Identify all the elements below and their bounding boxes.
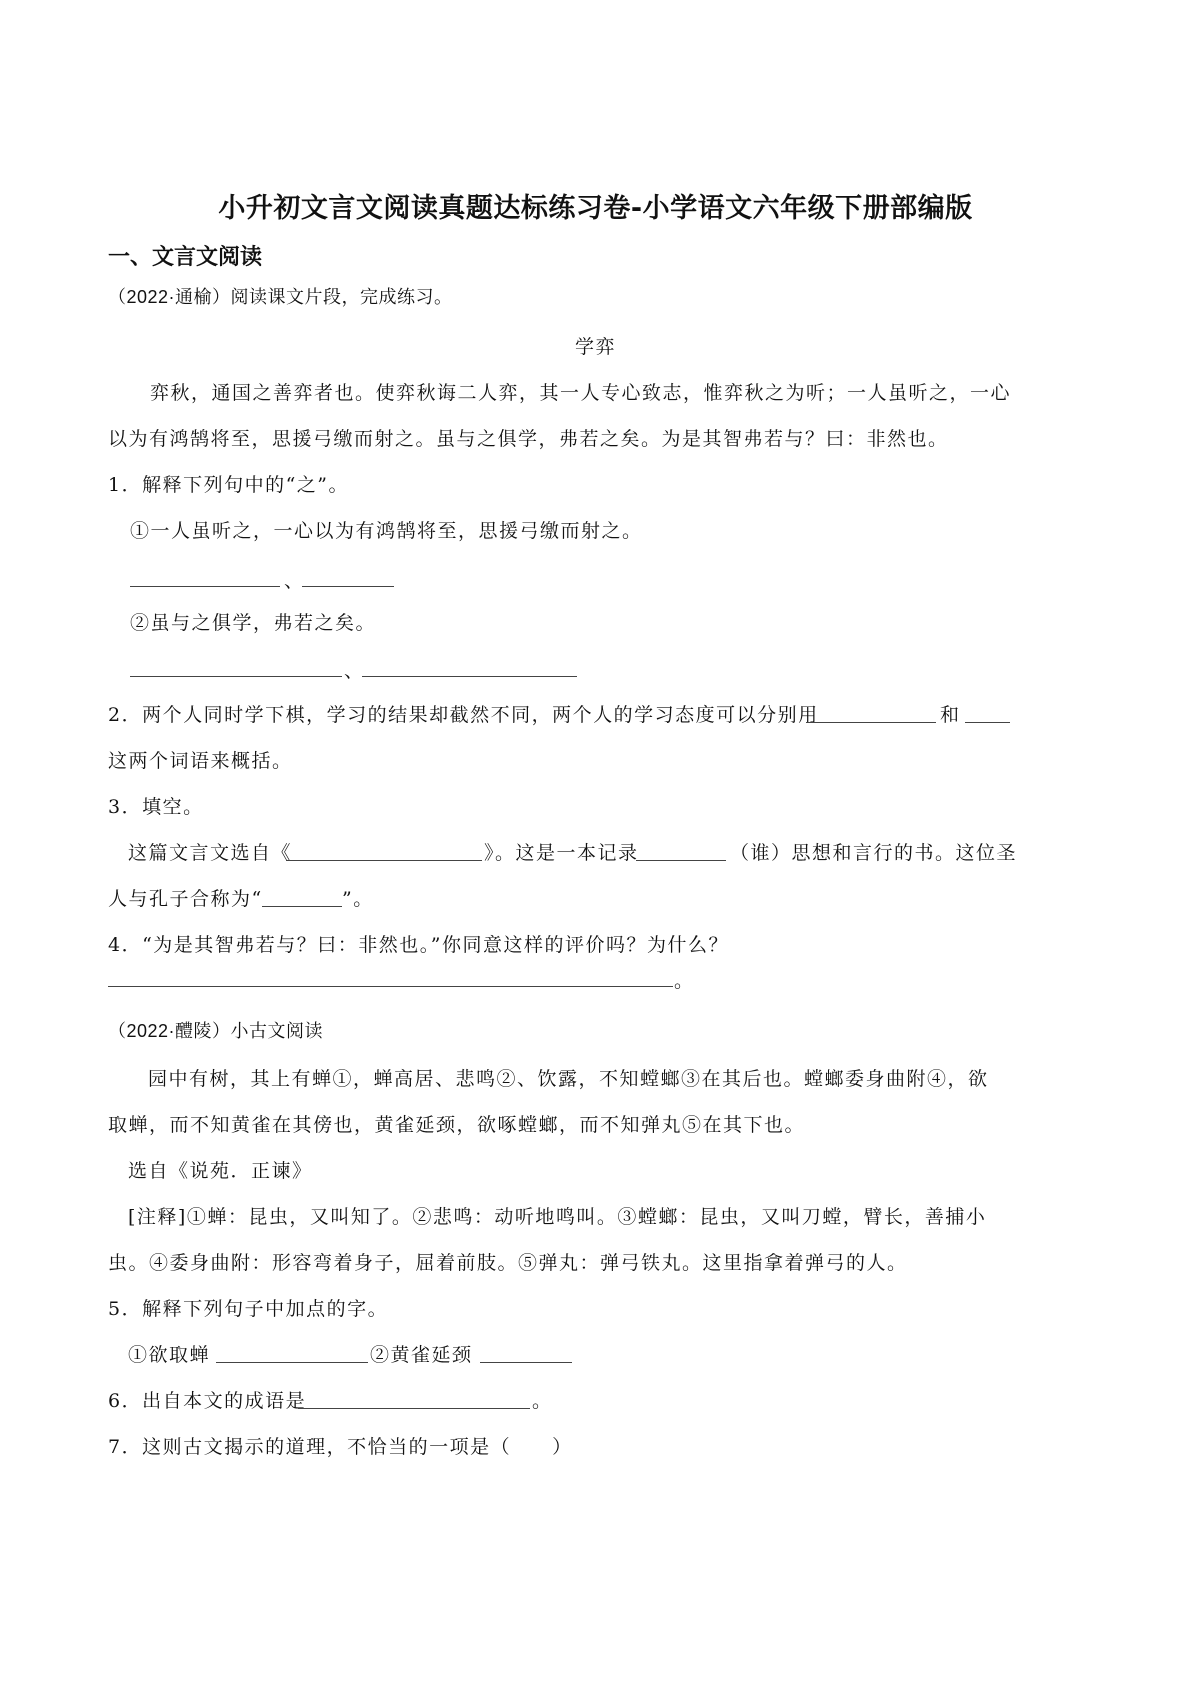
passage2-notes: [注释]①蝉：昆虫，又叫知了。②悲鸣：动听地鸣叫。③螳螂：昆虫，又叫刀螳，臂长，善捕小 xyxy=(128,1206,987,1228)
period: 。 xyxy=(674,970,695,992)
question-number: 7． xyxy=(108,1436,143,1458)
question-3-fill-c: （谁）思想和言行的书。这位圣 xyxy=(730,842,1018,864)
answer-blank[interactable] xyxy=(302,586,394,587)
document-title: 小升初文言文阅读真题达标练习卷-小学语文六年级下册部编版 xyxy=(218,193,973,224)
passage1-line: 以为有鸿鹄将至，思援弓缴而射之。虽与之俱学，弗若之矣。为是其智弗若与？曰：非然也。 xyxy=(108,428,949,450)
question-7 xyxy=(108,1432,573,1459)
passage2-source xyxy=(108,1017,323,1043)
passage2-line: 园中有树，其上有蝉①，蝉高居、悲鸣②、饮露，不知螳螂③在其后也。螳螂委身曲附④，欲 xyxy=(148,1068,989,1090)
answer-blank[interactable] xyxy=(130,586,280,587)
question-number: 4． xyxy=(108,934,143,956)
question-text: 解释下列句子中加点的字。 xyxy=(142,1298,389,1320)
period: 。 xyxy=(532,1390,553,1412)
question-3-fill-e: ”。 xyxy=(342,888,374,910)
passage2-source-year: （2022·醴陵） xyxy=(108,1021,231,1041)
question-text: 这则古文揭示的道理，不恰当的一项是（ ） xyxy=(142,1436,573,1458)
separator: 、 xyxy=(344,660,365,682)
question-text: 填空。 xyxy=(142,796,204,818)
question-2 xyxy=(108,700,819,727)
passage1-line: 弈秋，通国之善弈者也。使弈秋诲二人弈，其一人专心致志，惟弈秋之为听；一人虽听之，一心 xyxy=(150,382,1012,404)
answer-blank[interactable] xyxy=(480,1362,572,1363)
question-number: 5． xyxy=(108,1298,143,1320)
passage1-heading: 学弈 xyxy=(574,336,616,358)
question-1-sub2: ②虽与之俱学，弗若之矣。 xyxy=(130,612,377,634)
question-3-fill-a: 这篇文言文选自《 xyxy=(128,842,293,864)
and-text: 和 xyxy=(940,704,961,726)
answer-blank[interactable] xyxy=(262,906,342,907)
question-1 xyxy=(108,470,349,497)
question-6 xyxy=(108,1386,306,1413)
separator: 、 xyxy=(284,570,305,592)
passage2-notes: 虫。④委身曲附：形容弯着身子，屈着前肢。⑤弹丸：弹弓铁丸。这里指拿着弹弓的人。 xyxy=(108,1252,908,1274)
answer-blank[interactable] xyxy=(965,722,1010,723)
question-text: “为是其智弗若与？曰：非然也。”你同意这样的评价吗？为什么？ xyxy=(142,934,730,956)
question-number: 1． xyxy=(108,474,143,496)
question-4 xyxy=(108,930,729,957)
passage1-source-year: （2022·通榆） xyxy=(108,287,231,307)
passage2-line: 取蝉，而不知黄雀在其傍也，黄雀延颈，欲啄螳螂，而不知弹丸⑤在其下也。 xyxy=(108,1114,806,1136)
passage2-instruction: 小古文阅读 xyxy=(230,1021,324,1042)
question-2-line2: 这两个词语来概括。 xyxy=(108,750,293,772)
question-3 xyxy=(108,792,204,819)
question-number: 2． xyxy=(108,704,143,726)
answer-blank[interactable] xyxy=(362,676,577,677)
question-number: 6． xyxy=(108,1390,143,1412)
question-number: 3． xyxy=(108,796,143,818)
answer-blank[interactable] xyxy=(130,676,342,677)
question-1-sub1: ①一人虽听之，一心以为有鸿鹄将至，思援弓缴而射之。 xyxy=(130,520,643,542)
answer-blank[interactable] xyxy=(108,986,673,987)
section-heading: 一、文言文阅读 xyxy=(108,245,263,270)
answer-blank[interactable] xyxy=(298,1408,530,1409)
answer-blank[interactable] xyxy=(286,860,482,861)
passage1-source xyxy=(108,283,453,309)
question-text: 两个人同时学下棋，学习的结果却截然不同，两个人的学习态度可以分别用 xyxy=(142,704,819,726)
passage1-instruction: 阅读课文片段，完成练习。 xyxy=(230,287,453,308)
question-3-fill-b: 》。这是一本记录 xyxy=(484,842,639,864)
question-text: 解释下列句中的“之”。 xyxy=(142,474,350,496)
question-3-fill-d: 人与孔子合称为“ xyxy=(108,888,263,910)
question-5-sub2: ②黄雀延颈 xyxy=(370,1344,473,1366)
question-text: 出自本文的成语是 xyxy=(142,1390,307,1412)
answer-blank[interactable] xyxy=(806,722,936,723)
question-5 xyxy=(108,1294,388,1321)
passage2-citation: 选自《说苑．正谏》 xyxy=(128,1160,313,1182)
question-5-sub1: ①欲取蝉 xyxy=(128,1344,211,1366)
answer-blank[interactable] xyxy=(216,1362,368,1363)
answer-blank[interactable] xyxy=(636,860,726,861)
